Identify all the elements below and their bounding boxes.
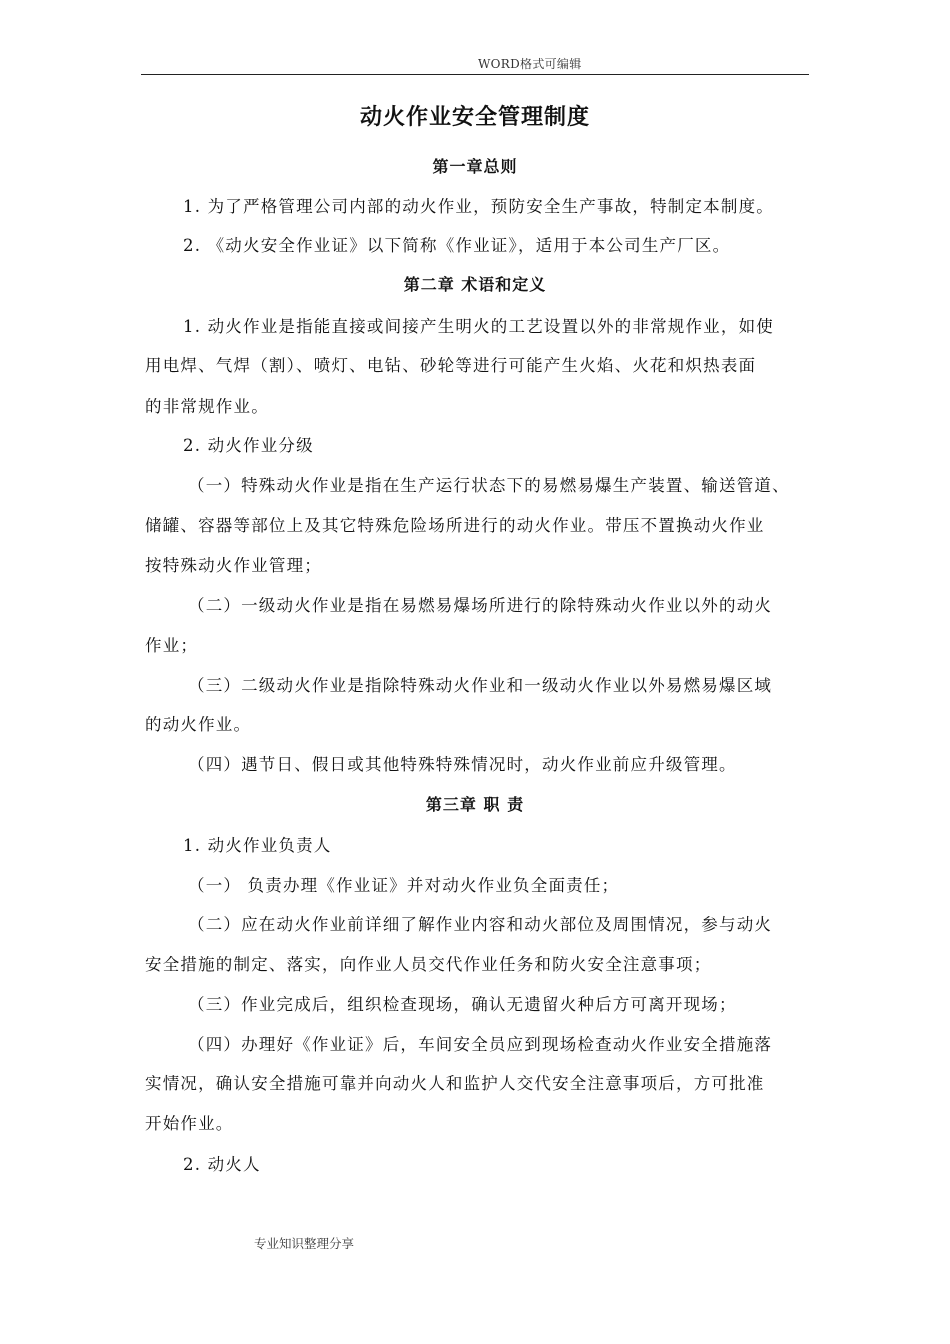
paragraph-line: 1. 为了严格管理公司内部的动火作业，预防安全生产事故，特制定本制度。 <box>183 197 774 216</box>
paragraph-line: 的动火作业。 <box>145 715 252 734</box>
document-title: 动火作业安全管理制度 <box>359 105 590 130</box>
paragraph-line: （一）特殊动火作业是指在生产运行状态下的易燃易爆生产装置、输送管道、 <box>188 476 790 495</box>
paragraph-line: （一） 负责办理《作业证》并对动火作业负全面责任； <box>188 876 620 895</box>
paragraph-line: 开始作业。 <box>145 1114 234 1133</box>
page-header-rule <box>141 54 809 75</box>
paragraph-line: 用电焊、气焊（割）、喷灯、电钻、砂轮等进行可能产生火焰、火花和炽热表面 <box>145 356 757 375</box>
paragraph-line: （四）遇节日、假日或其他特殊特殊情况时，动火作业前应升级管理。 <box>188 755 737 774</box>
paragraph-line: 2. 动火人 <box>183 1155 261 1174</box>
chapter-1-heading: 第一章总则 <box>432 157 518 176</box>
chapter-2-heading: 第二章 术语和定义 <box>403 275 547 294</box>
paragraph-line: 作业； <box>145 636 199 655</box>
paragraph-line: 实情况，确认安全措施可靠并向动火人和监护人交代安全注意事项后，方可批准 <box>145 1074 765 1093</box>
paragraph-line: 1. 动火作业是指能直接或间接产生明火的工艺设置以外的非常规作业，如使 <box>183 317 774 336</box>
paragraph-line: 的非常规作业。 <box>145 397 269 416</box>
paragraph-line: （四）办理好《作业证》后，车间安全员应到现场检查动火作业安全措施落 <box>188 1035 773 1054</box>
paragraph-line: 安全措施的制定、落实，向作业人员交代作业任务和防火安全注意事项； <box>145 955 712 974</box>
page-footer-text: 专业知识整理分享 <box>254 1236 355 1251</box>
paragraph-line: 储罐、容器等部位上及其它特殊危险场所进行的动火作业。带压不置换动火作业 <box>145 516 765 535</box>
chapter-3-heading: 第三章 职 责 <box>425 795 525 814</box>
paragraph-line: 按特殊动火作业管理； <box>145 556 322 575</box>
paragraph-line: （三）作业完成后，组织检查现场，确认无遗留火种后方可离开现场； <box>188 995 737 1014</box>
paragraph-line: 2. 《动火安全作业证》以下简称《作业证》，适用于本公司生产厂区。 <box>183 236 731 255</box>
page-header-text: WORD格式可编辑 <box>478 57 582 71</box>
paragraph-line: 2. 动火作业分级 <box>183 436 314 455</box>
paragraph-line: （二）应在动火作业前详细了解作业内容和动火部位及周围情况，参与动火 <box>188 915 773 934</box>
paragraph-line: （三）二级动火作业是指除特殊动火作业和一级动火作业以外易燃易爆区域 <box>188 676 773 695</box>
paragraph-line: 1. 动火作业负责人 <box>183 836 332 855</box>
paragraph-line: （二）一级动火作业是指在易燃易爆场所进行的除特殊动火作业以外的动火 <box>188 596 773 615</box>
